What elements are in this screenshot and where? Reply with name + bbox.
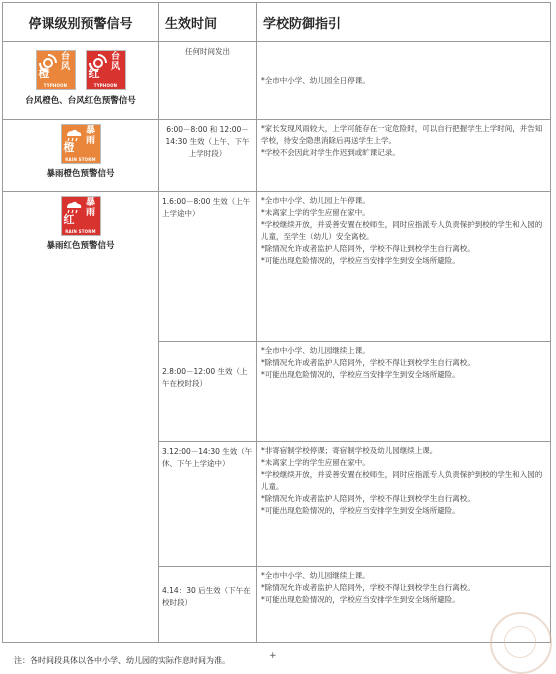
footnote: 注：各时间段具体以各中小学、幼儿园的实际作息时间为准。 xyxy=(14,656,230,665)
header-guide: 学校防御指引 xyxy=(257,3,551,42)
rainstorm-orange-signal-cell xyxy=(3,120,159,192)
watermark-seal-icon xyxy=(490,612,552,674)
header-time: 生效时间 xyxy=(159,3,257,42)
typhoon-signal-cell xyxy=(3,42,159,120)
rainstorm-red-row-1 xyxy=(3,192,551,342)
typhoon-guide xyxy=(257,42,551,120)
rainstorm-orange-icon xyxy=(61,124,101,164)
guide-line: *全市中小学、幼儿园继续上课。 xyxy=(261,571,370,580)
typhoon-red-cn: 台风 xyxy=(110,52,120,72)
period-1-time: 1.6:00－8:00 生效（上午上学途中） xyxy=(159,192,257,342)
guide-line: *除情况允许或者监护人陪同外，学校不得让到校学生自行离校。 xyxy=(261,583,475,592)
period-2-time: 2.8:00－12:00 生效（上午在校时段） xyxy=(159,342,257,442)
rainstorm-red-icon xyxy=(61,196,101,236)
rainstorm-orange-en: RAIN STORM xyxy=(65,157,96,162)
guide-line: *学校不会因此对学生作迟到或旷课记录。 xyxy=(261,148,400,157)
typhoon-caption: 台风橙色、台风红色预警信号 xyxy=(25,96,136,106)
guide-line: *学校继续开放，并妥善安置在校师生，同时应指派专人负责保护到校的学生和入园的儿童。 xyxy=(261,470,543,491)
rainstorm-red-cn: 暴雨 xyxy=(85,198,95,218)
header-signal: 停课级别预警信号 xyxy=(3,3,159,42)
warning-table xyxy=(2,2,551,643)
header-row xyxy=(3,3,551,42)
guide-line: *除情况允许或者监护人陪同外，学校不得让到校学生自行离校。 xyxy=(261,244,475,253)
guide-line: *未离家上学的学生应留在家中。 xyxy=(261,458,370,467)
typhoon-red-en: TYPHOON xyxy=(93,83,118,88)
typhoon-red-icon xyxy=(86,50,126,90)
rainstorm-orange-cn: 暴雨 xyxy=(85,126,95,146)
period-3-guide xyxy=(257,442,551,567)
table-add-handle[interactable]: + xyxy=(269,651,277,661)
guide-line: *全市中小学、幼儿园上午停课。 xyxy=(261,196,370,205)
guide-line: *可能出现危险情况的，学校应当安排学生到安全场所避险。 xyxy=(261,370,460,379)
guide-line: *家长发现风雨较大，上学可能存在一定危险时，可以自行把握学生上学时间，并告知学校，待安全隐患消除后再送学生上学。 xyxy=(261,124,543,145)
period-4-time: 4.14：30 后生效（下午在校时段） xyxy=(159,567,257,643)
typhoon-time: 任何时间发出 xyxy=(159,42,257,120)
guide-line: *可能出现危险情况的，学校应当安排学生到安全场所避险。 xyxy=(261,506,460,515)
period-3-time: 3.12:00－14:30 生效（午休、下午上学途中） xyxy=(159,442,257,567)
typhoon-orange-icon xyxy=(36,50,76,90)
rainstorm-orange-row xyxy=(3,120,551,192)
period-2-guide xyxy=(257,342,551,442)
guide-line: *除情况允许或者监护人陪同外，学校不得让到校学生自行离校。 xyxy=(261,358,475,367)
guide-line: *可能出现危险情况的，学校应当安排学生到安全场所避险。 xyxy=(261,256,460,265)
guide-line: *全市中小学、幼儿园全日停课。 xyxy=(261,75,370,85)
guide-line: *未离家上学的学生应留在家中。 xyxy=(261,208,370,217)
guide-line: *全市中小学、幼儿园继续上课。 xyxy=(261,346,370,355)
typhoon-orange-cn: 台风 xyxy=(60,52,70,72)
typhoon-red-level: 红 xyxy=(88,67,100,80)
rainstorm-orange-time: 6:00－8:00 和 12:00－14:30 生效（上午、下午上学时段） xyxy=(159,120,257,192)
typhoon-orange-level: 橙 xyxy=(38,67,50,80)
typhoon-orange-en: TYPHOON xyxy=(43,83,68,88)
period-1-guide xyxy=(257,192,551,342)
rainstorm-red-caption: 暴雨红色预警信号 xyxy=(46,241,115,251)
guide-line: *非寄宿制学校停课；寄宿制学校及幼儿园继续上课。 xyxy=(261,446,438,455)
rainstorm-red-en: RAIN STORM xyxy=(65,229,96,234)
rainstorm-orange-caption: 暴雨橙色预警信号 xyxy=(46,169,115,179)
guide-line: *可能出现危险情况的，学校应当安排学生到安全场所避险。 xyxy=(261,595,460,604)
guide-line: *除情况允许或者监护人陪同外，学校不得让到校学生自行离校。 xyxy=(261,494,475,503)
rainstorm-red-level: 红 xyxy=(63,213,75,226)
typhoon-row xyxy=(3,42,551,120)
rainstorm-orange-level: 橙 xyxy=(63,141,75,154)
guide-line: *学校继续开放，并妥善安置在校师生，同时应指派专人负责保护到校的学生和入园的儿童，至学生（幼儿）安全离校。 xyxy=(261,220,543,241)
rainstorm-orange-guide xyxy=(257,120,551,192)
rainstorm-red-signal-cell xyxy=(3,192,159,643)
